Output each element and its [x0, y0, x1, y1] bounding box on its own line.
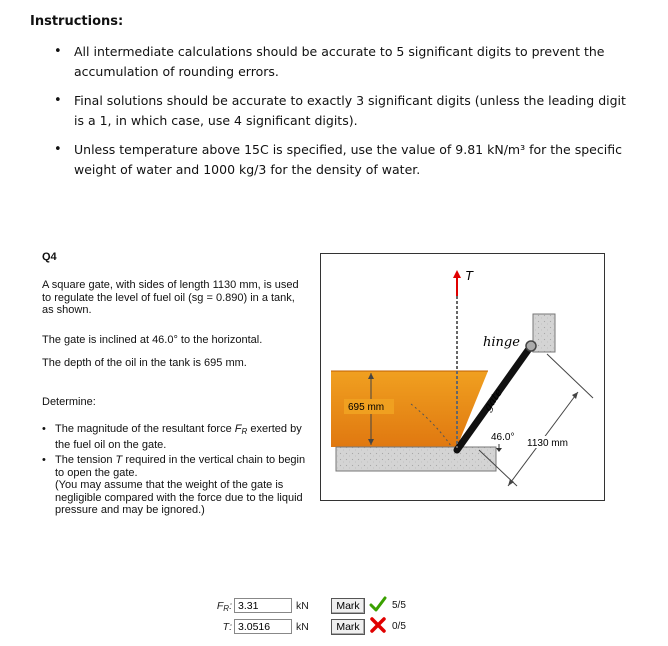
task-list — [42, 423, 307, 520]
tension-symbol: T — [115, 454, 123, 466]
hinge-pin — [526, 341, 536, 351]
instruction-item: • Final solutions should be accurate to exactly 3 significant digits (unless the leading digit is a 1, in which case, use 4 significant digits). — [30, 91, 630, 131]
length-label: 1130 mm — [527, 438, 568, 449]
task-tension-pre: The tension — [55, 454, 116, 466]
answer-symbol: F — [216, 600, 224, 612]
force-symbol: F — [234, 423, 242, 435]
question-depth: The depth of the oil in the tank is 695 mm. — [42, 357, 247, 369]
task-tension-post: required in the vertical chain to begin to open the gate. — [55, 454, 306, 479]
instructions-list — [30, 42, 630, 189]
tension-label: T — [465, 268, 473, 283]
tension-unit: kN — [296, 621, 309, 633]
depth-label: 695 mm — [348, 402, 385, 413]
question-incline: The gate is inclined at 46.0° to the horizontal. — [42, 334, 263, 346]
task-force-post: exerted by the fuel oil on the gate. — [55, 423, 302, 451]
determine-label: Determine: — [42, 396, 96, 408]
answer-symbol: T — [222, 621, 230, 633]
task-tension — [42, 454, 307, 517]
mark-force-button[interactable]: Mark — [331, 598, 365, 614]
force-unit: kN — [296, 600, 309, 612]
hinge-label: hinge — [483, 335, 520, 350]
chain-arrowhead — [453, 270, 461, 278]
task-force-pre: The magnitude of the resultant force — [55, 423, 235, 435]
tension-answer-input[interactable] — [234, 619, 292, 634]
force-subscript: R — [241, 427, 248, 436]
gate-label: gate — [480, 386, 506, 414]
gate-diagram — [320, 253, 605, 501]
cross-icon — [369, 616, 387, 634]
force-score: 5/5 — [392, 600, 406, 611]
force-answer-input[interactable] — [234, 598, 292, 613]
check-icon — [369, 595, 387, 613]
question-intro: A square gate, with sides of length 1130 mm, is used to regulate the level of fuel oil (sg = 0.890) in a tank, as shown. — [42, 279, 299, 316]
answer-label-tension: T: — [222, 621, 232, 633]
instruction-item: • Unless temperature above 15C is specified, use the value of 9.81 kN/m³ for the specific weight of water and 1000 kg/3 for the density of water. — [30, 140, 630, 180]
task-force — [42, 423, 307, 451]
length-arrow-top — [572, 392, 578, 399]
instruction-item: • All intermediate calculations should be accurate to 5 significant digits to prevent the accumulation of rounding errors. — [30, 42, 630, 82]
angle-label: 46.0° — [491, 432, 515, 443]
angle-marker-head — [496, 448, 502, 452]
instructions-title: Instructions: — [30, 14, 124, 29]
answer-subscript: R — [223, 604, 230, 613]
gate-diagram-svg — [321, 254, 604, 500]
answer-label-force: $F_R$: — [216, 600, 232, 613]
ground — [336, 447, 496, 471]
question-title: Q4 — [42, 251, 57, 263]
mark-tension-button[interactable]: Mark — [331, 619, 365, 635]
task-tension-note: (You may assume that the weight of the gate is negligible compared with the force due to the liquid pressure and may be ignored.) — [55, 479, 303, 516]
answer-row-force — [200, 598, 430, 616]
answer-row-tension — [200, 619, 430, 637]
length-arrow-bottom — [508, 479, 514, 486]
length-ext-top — [547, 354, 593, 398]
tension-score: 0/5 — [392, 621, 406, 632]
